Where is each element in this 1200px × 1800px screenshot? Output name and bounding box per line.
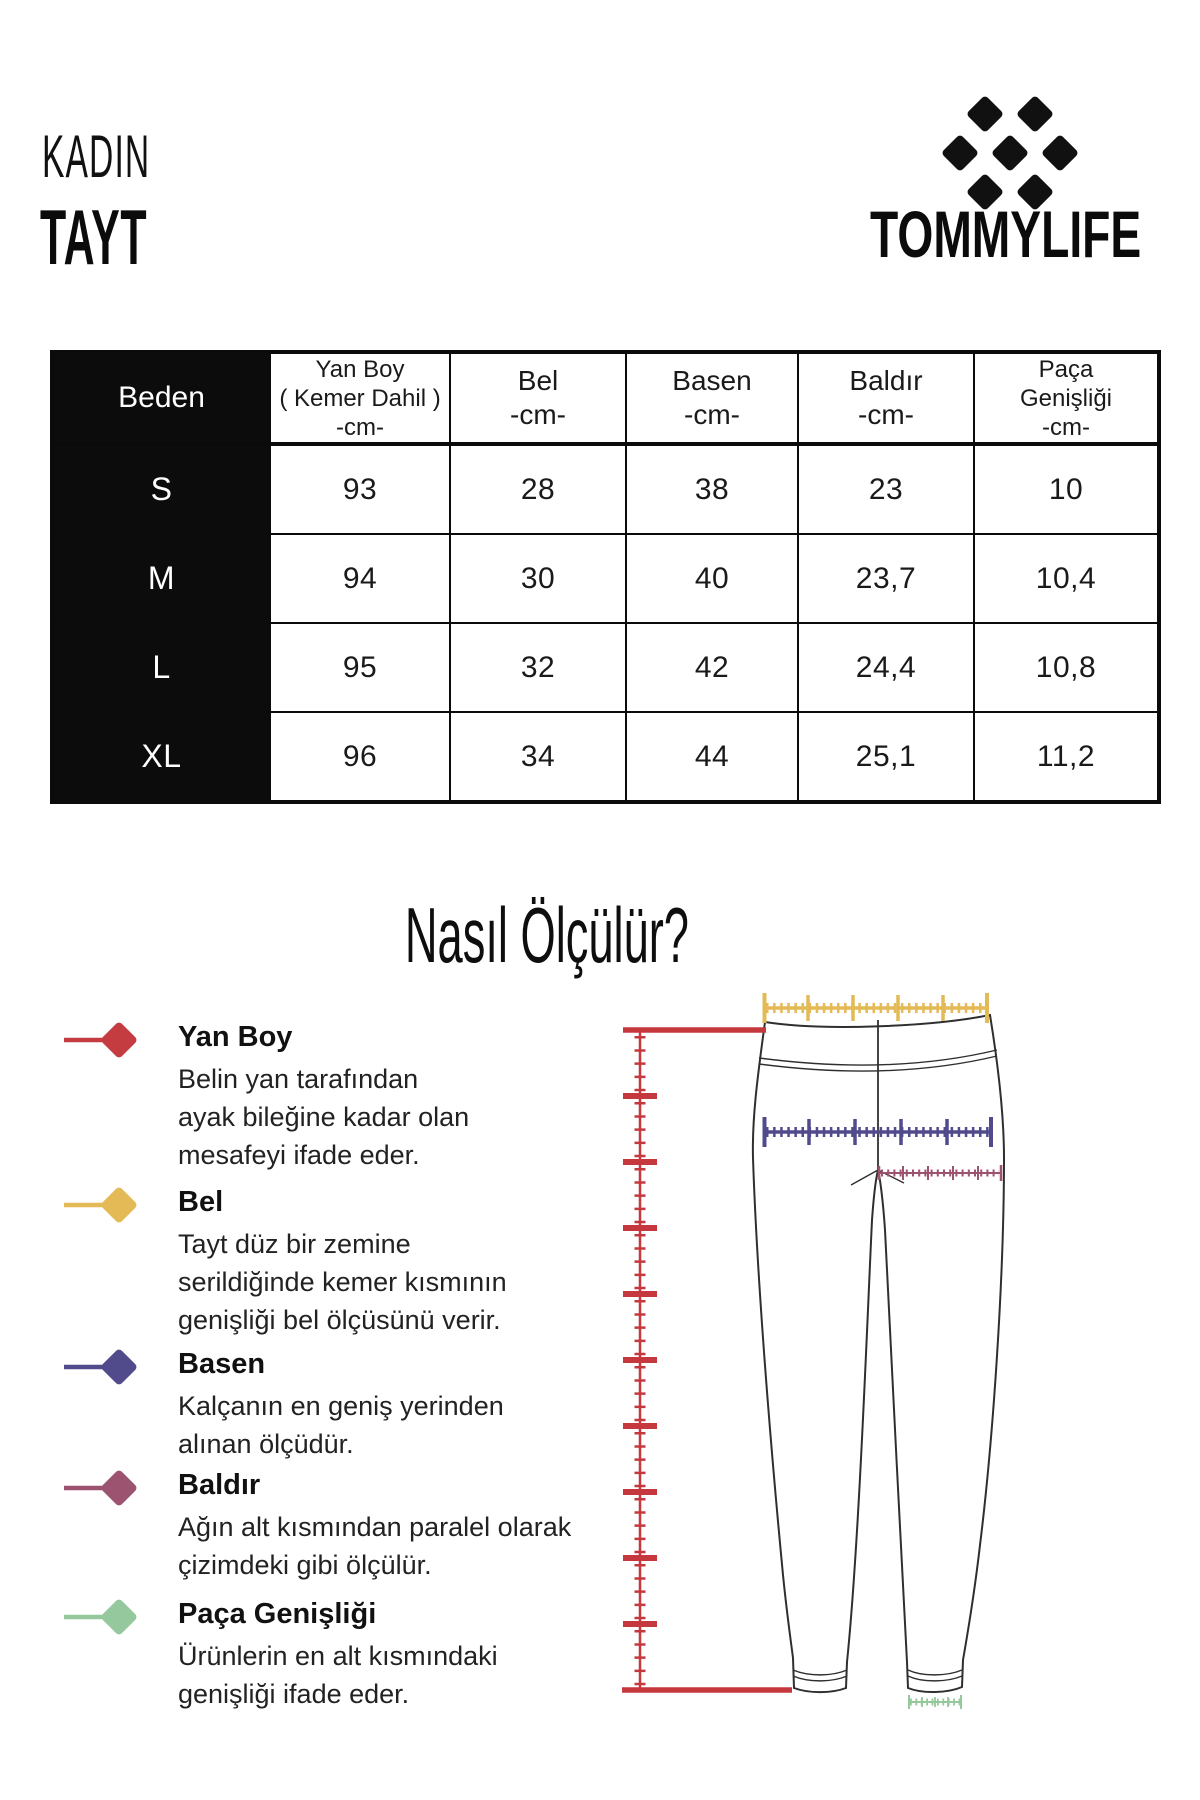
size-table-header-row [52,352,1159,444]
legend-item-basen [60,1347,620,1463]
cell-bel: 32 [450,623,626,712]
header-baldir: Baldır -cm- [798,352,974,444]
cell-yan-boy: 93 [270,444,450,534]
legend-item-baldir [60,1468,620,1584]
table-row-m [52,534,1159,623]
legend-description: Kalçanın en geniş yerinden alınan ölçüdür. [178,1391,504,1459]
size-label: S [52,444,270,534]
table-row-xl [52,712,1159,802]
section-heading: Nasıl Ölçülür? [404,891,690,979]
cell-yan-boy: 96 [270,712,450,802]
legend-description: Tayt düz bir zemine serildiğinde kemer kısmının genişliği bel ölçüsünü verir. [178,1229,507,1335]
legend-description: Belin yan tarafından ayak bileğine kadar olan mesafeyi ifade eder. [178,1064,470,1170]
size-label: L [52,623,270,712]
bel-ruler [763,993,988,1023]
cell-basen: 40 [626,534,798,623]
header-beden: Beden [52,352,270,444]
cell-baldir: 23,7 [798,534,974,623]
legend-description: Ürünlerin en alt kısmındaki genişliği ifade eder. [178,1641,498,1709]
leggings-diagram [600,980,1200,1770]
cell-bel: 34 [450,712,626,802]
size-label: M [52,534,270,623]
legend-title: Bel [178,1186,224,1218]
header-bel: Bel -cm- [450,352,626,444]
cell-paca: 10 [974,444,1159,534]
size-label: XL [52,712,270,802]
cell-baldir: 25,1 [798,712,974,802]
legend-item-bel [60,1185,620,1339]
header-paca-genisligi: Paça Genişliği -cm- [974,352,1159,444]
legend-title: Baldır [178,1469,261,1501]
cell-bel: 28 [450,444,626,534]
cell-paca: 10,8 [974,623,1159,712]
measure-legend [60,1018,620,1778]
cell-basen: 38 [626,444,798,534]
paca-diamond-icon [62,1591,142,1643]
paca-ruler [908,1695,962,1709]
cell-yan-boy: 95 [270,623,450,712]
baldir-diamond-icon [62,1462,142,1514]
cell-paca: 11,2 [974,712,1159,802]
bel-diamond-icon [62,1179,142,1231]
legend-description: Ağın alt kısmından paralel olarak çizimdeki gibi ölçülür. [178,1512,572,1580]
brand-name: TOMMYLIFE [870,197,1142,271]
cell-yan-boy: 94 [270,534,450,623]
cell-baldir: 23 [798,444,974,534]
page-title-category: KADIN [42,123,151,190]
table-row-s [52,444,1159,534]
cell-basen: 42 [626,623,798,712]
basen-diamond-icon [62,1341,142,1393]
cell-baldir: 24,4 [798,623,974,712]
header-basen: Basen -cm- [626,352,798,444]
header-yan-boy: Yan Boy ( Kemer Dahil ) -cm- [270,352,450,444]
legend-title: Paça Genişliği [178,1598,377,1630]
yan-boy-diamond-icon [62,1014,142,1066]
legend-title: Yan Boy [178,1021,293,1053]
cell-paca: 10,4 [974,534,1159,623]
cell-basen: 44 [626,712,798,802]
legend-item-paca-genisligi [60,1597,620,1713]
cell-bel: 30 [450,534,626,623]
page-title-product: TAYT [40,193,148,281]
legend-item-yan-boy [60,1020,620,1174]
table-row-l [52,623,1159,712]
leggings-outline [753,1015,1004,1692]
size-table [50,350,1161,804]
legend-title: Basen [178,1348,266,1380]
